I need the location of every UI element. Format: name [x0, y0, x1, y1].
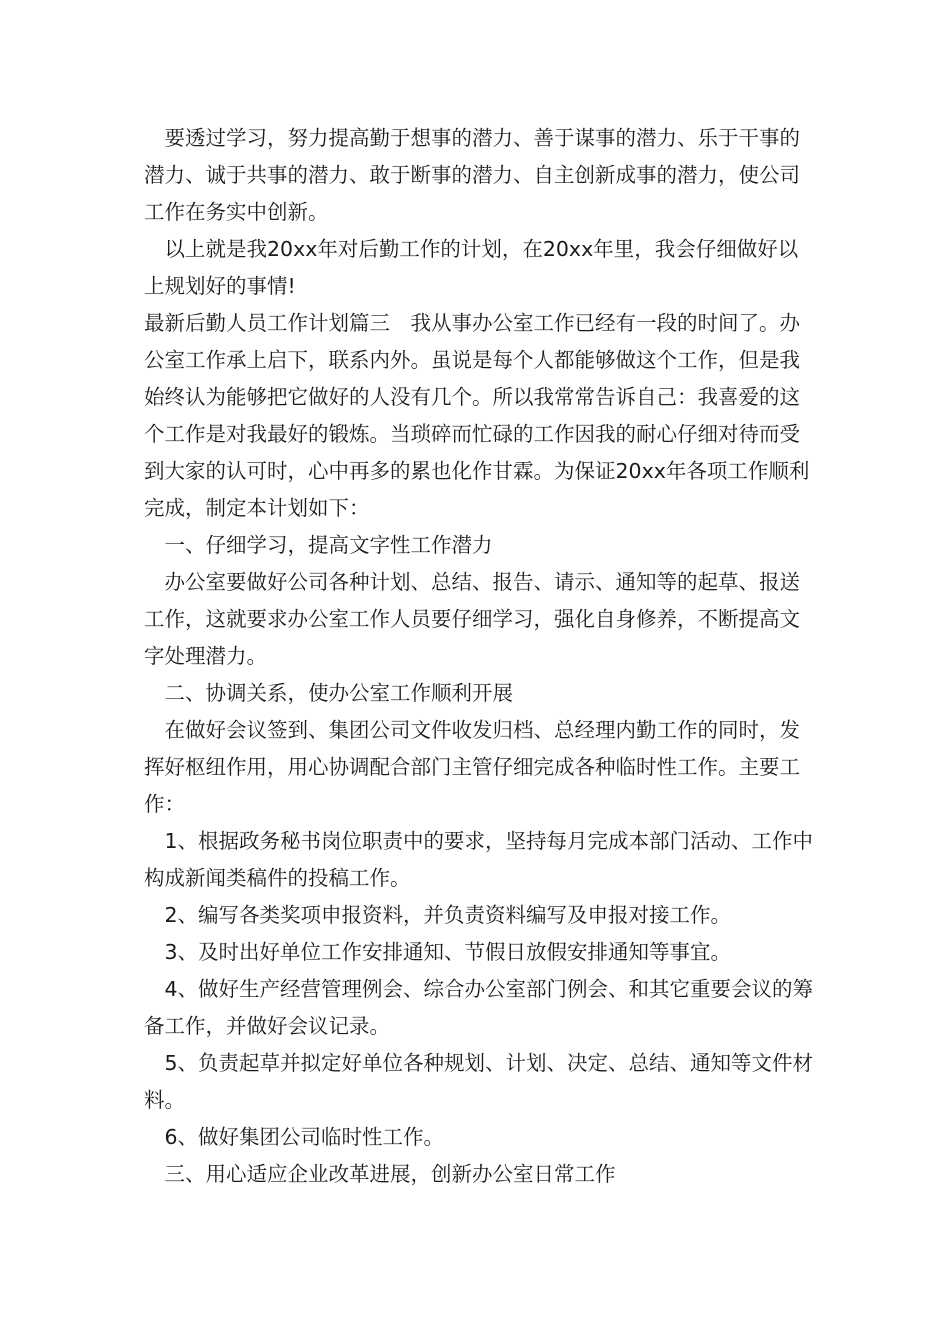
- list-item-1: 1、根据政务秘书岗位职责中的要求，坚持每月完成本部门活动、工作中构成新闻类稿件的投稿工作。: [144, 829, 814, 890]
- paragraph-item-one: 办公室要做好公司各种计划、总结、报告、请示、通知等的起草、报送工作，这就要求办公室工作人员要仔细学习，强化自身修养，不断提高文字处理潜力。: [144, 570, 800, 668]
- heading-item-three: 三、用心适应企业改革进展，创新办公室日常工作: [144, 1162, 616, 1186]
- heading-item-two: 二、协调关系，使办公室工作顺利开展: [144, 681, 513, 705]
- list-item-3: 3、及时出好单位工作安排通知、节假日放假安排通知等事宜。: [144, 940, 732, 964]
- paragraph-intro-learning: 要透过学习，努力提高勤于想事的潜力、善于谋事的潜力、乐于干事的潜力、诚于共事的潜力、敢于断事的潜力、自主创新成事的潜力，使公司工作在务实中创新。: [144, 126, 800, 224]
- paragraph-summary: 以上就是我20xx年对后勤工作的计划，在20xx年里，我会仔细做好以上规划好的事情!: [144, 237, 799, 298]
- heading-item-one: 一、仔细学习，提高文字性工作潜力: [144, 533, 493, 557]
- list-item-2: 2、编写各类奖项申报资料，并负责资料编写及申报对接工作。: [144, 903, 732, 927]
- paragraph-item-two: 在做好会议签到、集团公司文件收发归档、总经理内勤工作的同时，发挥好枢纽作用，用心协调配合部门主管仔细完成各种临时性工作。主要工作：: [144, 718, 800, 816]
- document-body: [144, 120, 814, 1193]
- list-item-4: 4、做好生产经营管理例会、综合办公室部门例会、和其它重要会议的筹备工作，并做好会议记录。: [144, 977, 814, 1038]
- list-item-6: 6、做好集团公司临时性工作。: [144, 1125, 445, 1149]
- list-item-5: 5、负责起草并拟定好单位各种规划、计划、决定、总结、通知等文件材料。: [144, 1051, 814, 1112]
- paragraph-section-three-intro: 最新后勤人员工作计划篇三 我从事办公室工作已经有一段的时间了。办公室工作承上启下，联系内外。虽说是每个人都能够做这个工作，但是我始终认为能够把它做好的人没有几个。所以我常常告诉自己：我喜爱的这个工作是对我最好的锻炼。当琐碎而忙碌的工作因我的耐心仔细对待而受到大家的认可时，心中再多的累也化作甘霖。为保证20xx年各项工作顺利完成，制定本计划如下：: [144, 311, 810, 520]
